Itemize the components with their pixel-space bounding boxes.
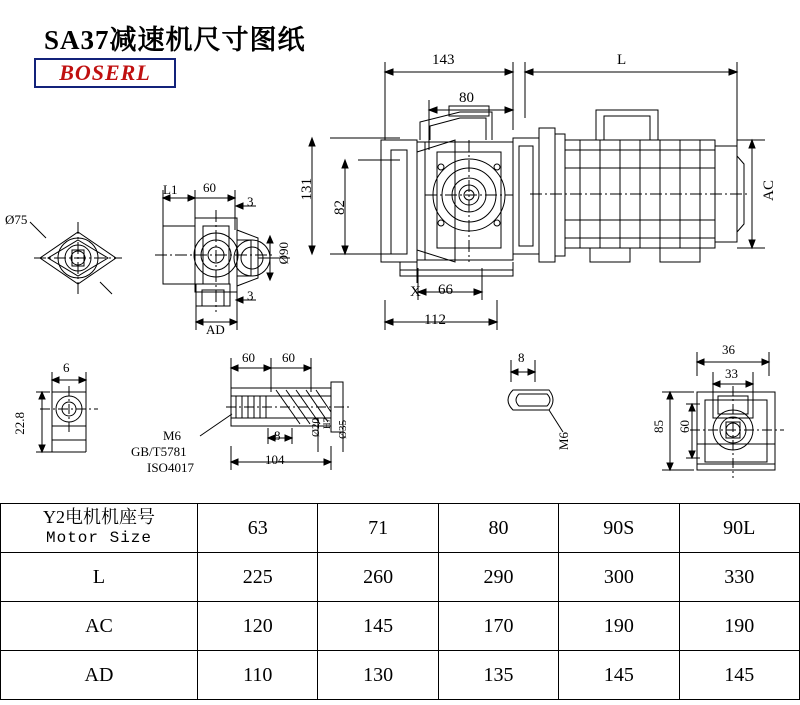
page-title: SA37减速机尺寸图纸 [44, 25, 306, 55]
dim-22-8: 22.8 [12, 412, 27, 435]
dim-L1: L1 [163, 182, 178, 197]
dim-143: 143 [432, 52, 455, 68]
cell-AC-90S: 190 [559, 602, 679, 651]
dim-60-b: 60 [242, 350, 255, 365]
table-row [1, 651, 800, 700]
motor-size-table [0, 503, 800, 700]
dim-33: 33 [725, 366, 738, 381]
dim-8-b: 8 [518, 350, 525, 365]
table-header-label-en: Motor Size [45, 529, 152, 547]
dim-L: L [617, 52, 627, 68]
cell-AD-71: 130 [318, 651, 438, 700]
cell-AC-71: 145 [318, 602, 438, 651]
cell-AC-63: 120 [198, 602, 318, 651]
dim-AD: AD [206, 322, 225, 337]
table-col-90S: 90S [559, 504, 679, 553]
cell-AD-90L: 145 [679, 651, 799, 700]
dim-112: 112 [424, 312, 446, 328]
table-row [1, 553, 800, 602]
row-label-L: L [1, 553, 198, 602]
dim-X: X [410, 284, 421, 300]
dim-tolerance-H7: H7 [322, 418, 332, 429]
dim-85: 85 [651, 420, 666, 433]
cell-L-90L: 330 [679, 553, 799, 602]
cell-L-63: 225 [198, 553, 318, 602]
dim-3-a: 3 [247, 194, 254, 209]
table-header-label [1, 504, 198, 553]
dim-diameter-20: Ø20 [310, 418, 322, 437]
dim-diameter-75: Ø75 [5, 212, 28, 227]
dim-60-c: 60 [282, 350, 295, 365]
row-label-AD: AD [1, 651, 198, 700]
dim-AC: AC [761, 180, 777, 201]
cell-AD-63: 110 [198, 651, 318, 700]
dim-60-d: 60 [677, 420, 692, 433]
dim-131: 131 [299, 178, 315, 201]
dim-diameter-90: Ø90 [276, 242, 291, 265]
cell-AD-90S: 145 [559, 651, 679, 700]
cell-L-71: 260 [318, 553, 438, 602]
label-M6-a: M6 [163, 428, 182, 443]
label-ISO-standard: ISO4017 [147, 460, 194, 475]
table-col-63: 63 [198, 504, 318, 553]
dim-36: 36 [722, 342, 735, 357]
cell-L-80: 290 [438, 553, 558, 602]
dim-diameter-35: Ø35 [337, 420, 349, 439]
cell-AC-80: 170 [438, 602, 558, 651]
cell-AD-80: 135 [438, 651, 558, 700]
cell-L-90S: 300 [559, 553, 679, 602]
label-M6-b: M6 [556, 432, 571, 451]
dim-80: 80 [459, 90, 474, 106]
row-label-AC: AC [1, 602, 198, 651]
table-col-90L: 90L [679, 504, 799, 553]
cell-AC-90L: 190 [679, 602, 799, 651]
table-header-label-cn: Y2电机机座号 [43, 507, 155, 527]
brand-logo-text: BOSERL [59, 60, 151, 85]
table-col-71: 71 [318, 504, 438, 553]
dim-104: 104 [265, 452, 285, 467]
dim-6: 6 [63, 360, 70, 375]
label-GB-standard: GB/T5781 [131, 444, 187, 459]
dim-66: 66 [438, 282, 453, 298]
dim-8-a: 8 [274, 428, 281, 443]
table-col-80: 80 [438, 504, 558, 553]
table-row [1, 602, 800, 651]
dim-82: 82 [332, 200, 348, 215]
table-header-row [1, 504, 800, 553]
dim-60-a: 60 [203, 180, 216, 195]
dim-3-b: 3 [247, 288, 254, 303]
